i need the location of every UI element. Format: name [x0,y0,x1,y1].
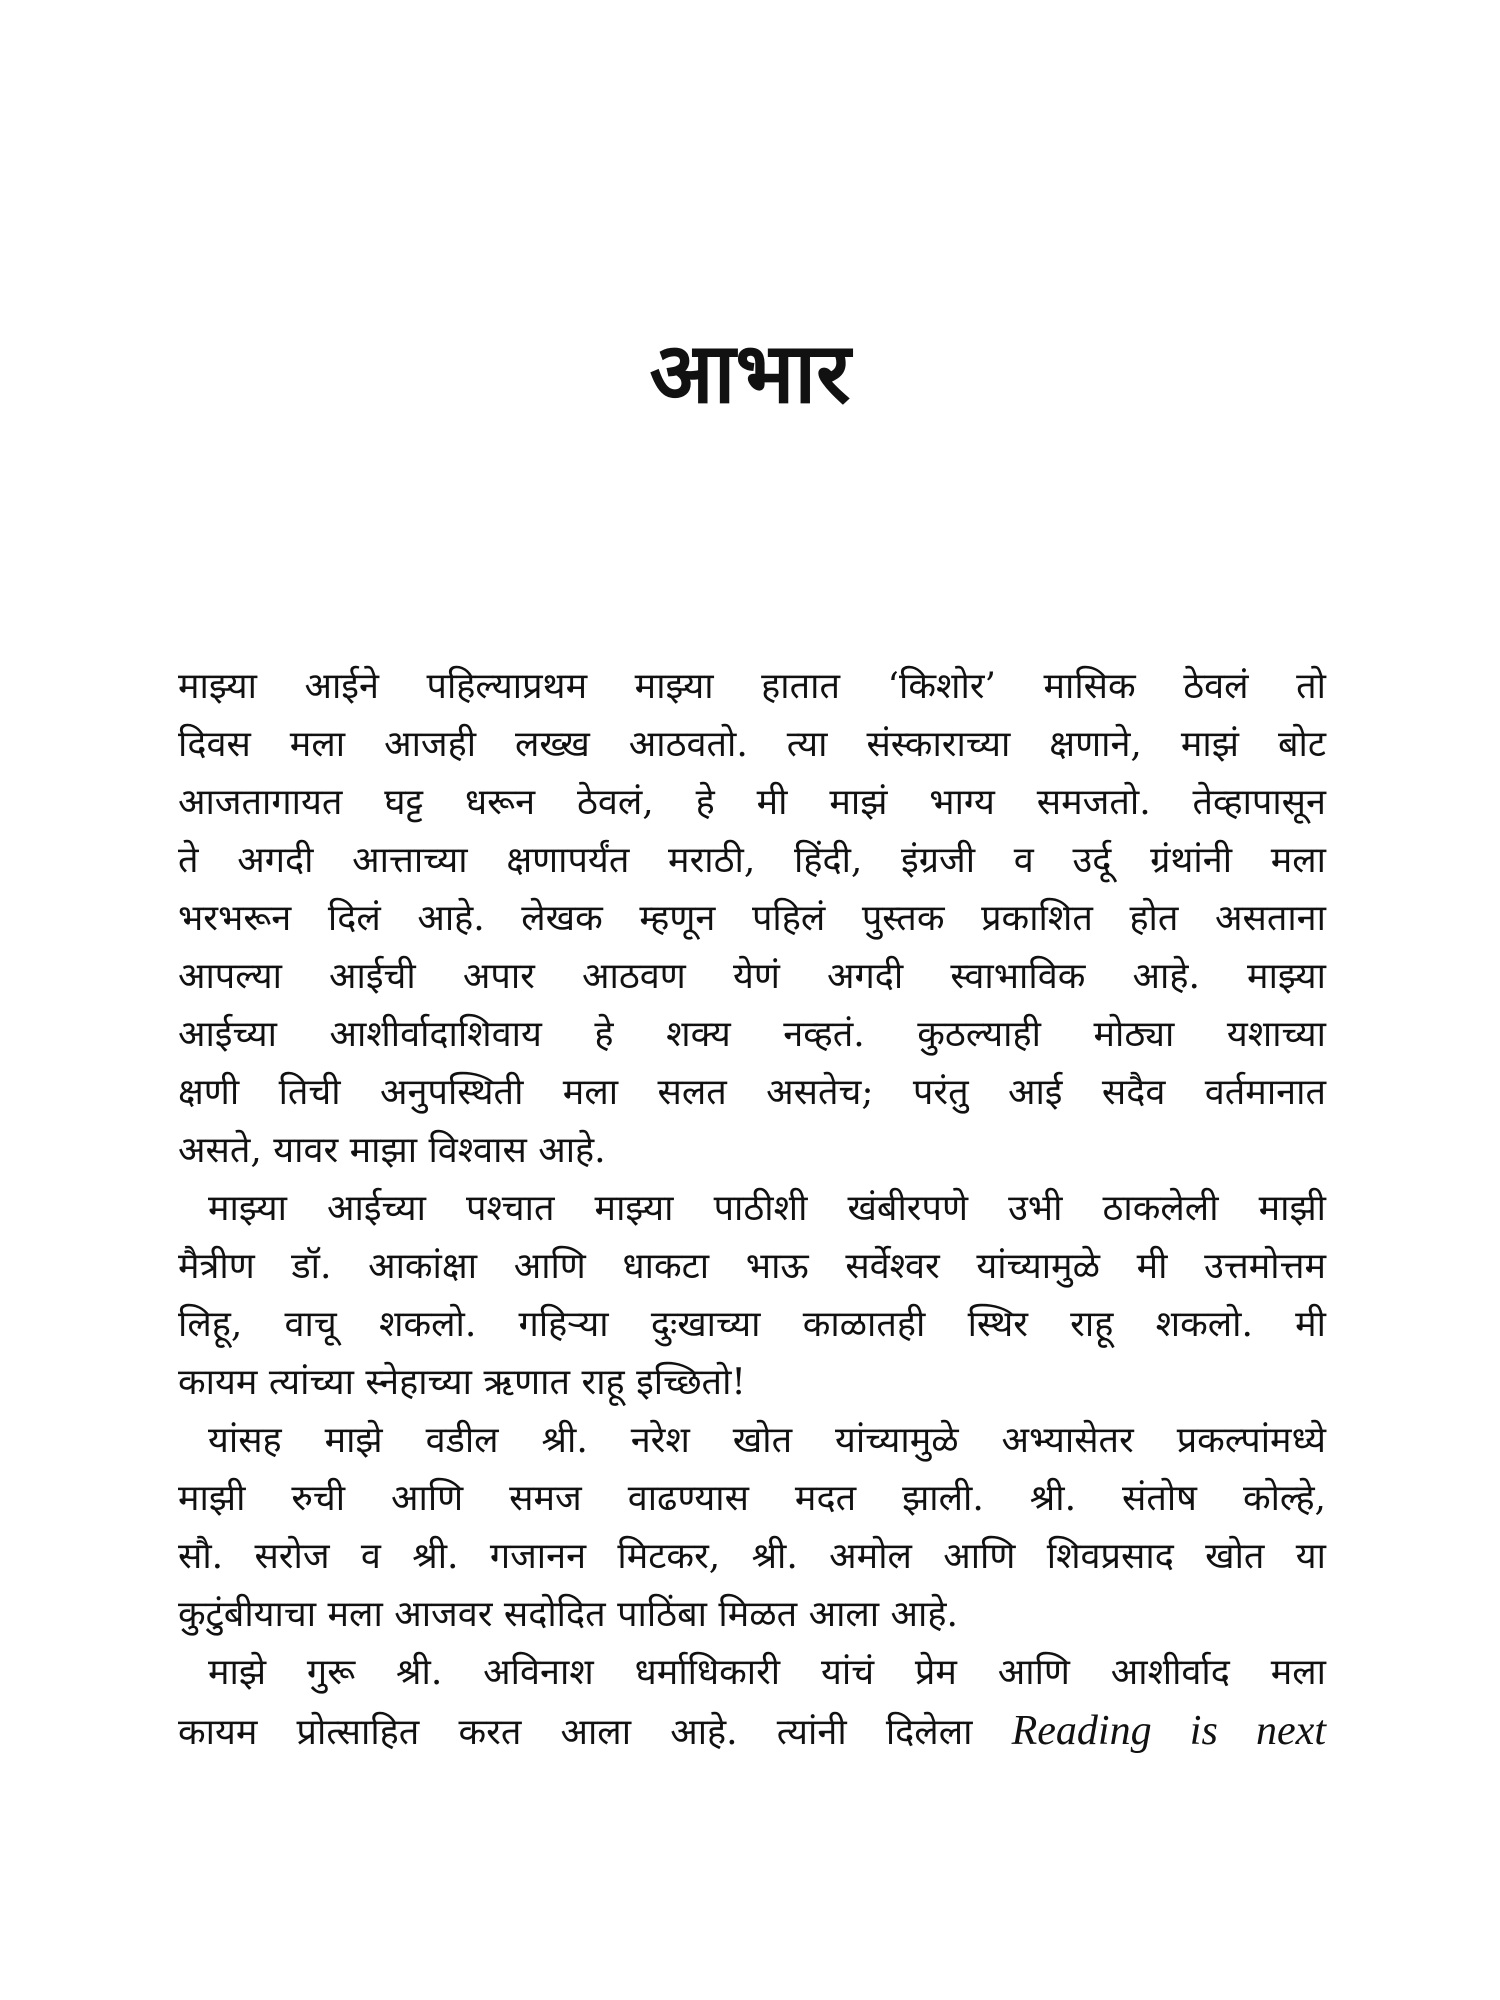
text-line: यांसह माझे वडील श्री. नरेश खोत यांच्यामुळे अभ्यासेतर प्रकल्पांमध्ये [208,1420,1326,1461]
body-text [178,658,1326,1760]
text-line: क्षणी तिची अनुपस्थिती मला सलत असतेच; परंतु आई सदैव वर्तमानात [178,1072,1326,1113]
text-line: माझी रुची आणि समज वाढण्यास मदत झाली. श्री. संतोष कोल्हे, [178,1478,1326,1519]
text-line: मैत्रीण डॉ. आकांक्षा आणि धाकटा भाऊ सर्वेश्वर यांच्यामुळे मी उत्तमोत्तम [178,1246,1326,1287]
text-line: भरभरून दिलं आहे. लेखक म्हणून पहिलं पुस्तक प्रकाशित होत असताना [178,898,1326,939]
text-line: कायम त्यांच्या स्नेहाच्या ऋणात राहू इच्छितो! [178,1362,746,1403]
text-line: आईच्या आशीर्वादाशिवाय हे शक्य नव्हतं. कुठल्याही मोठ्या यशाच्या [178,1014,1326,1055]
text-line: माझे गुरू श्री. अविनाश धर्माधिकारी यांचं प्रेम आणि आशीर्वाद मला [208,1652,1326,1693]
text-line: कुटुंबीयाचा मला आजवर सदोदित पाठिंबा मिळत आला आहे. [178,1594,958,1635]
text-line-mixed [178,1702,1326,1760]
text-line: सौ. सरोज व श्री. गजानन मिटकर, श्री. अमोल आणि शिवप्रसाद खोत या [178,1536,1326,1577]
text-line: ते अगदी आत्ताच्या क्षणापर्यंत मराठी, हिंदी, इंग्रजी व उर्दू ग्रंथांनी मला [178,840,1326,881]
text-line: आपल्या आईची अपार आठवण येणं अगदी स्वाभाविक आहे. माझ्या [178,956,1326,997]
text-line: आजतागायत घट्ट धरून ठेवलं, हे मी माझं भाग्य समजतो. तेव्हापासून [178,782,1326,823]
text-line: असते, यावर माझा विश्वास आहे. [178,1130,606,1171]
text-line: दिवस मला आजही लख्ख आठवतो. त्या संस्काराच्या क्षणाने, माझं बोट [178,724,1326,765]
text-fragment-english: Reading is next [1011,1708,1326,1754]
text-line: माझ्या आईने पहिल्याप्रथम माझ्या हातात ‘किशोर’ मासिक ठेवलं तो [178,666,1326,707]
text-fragment-marathi: कायम प्रोत्साहित करत आला आहे. त्यांनी दिलेला [178,1712,973,1753]
text-line: माझ्या आईच्या पश्चात माझ्या पाठीशी खंबीरपणे उभी ठाकलेली माझी [208,1188,1326,1229]
page-title: आभार [649,324,851,422]
text-line: लिहू, वाचू शकलो. गहिऱ्या दुःखाच्या काळातही स्थिर राहू शकलो. मी [178,1304,1326,1345]
